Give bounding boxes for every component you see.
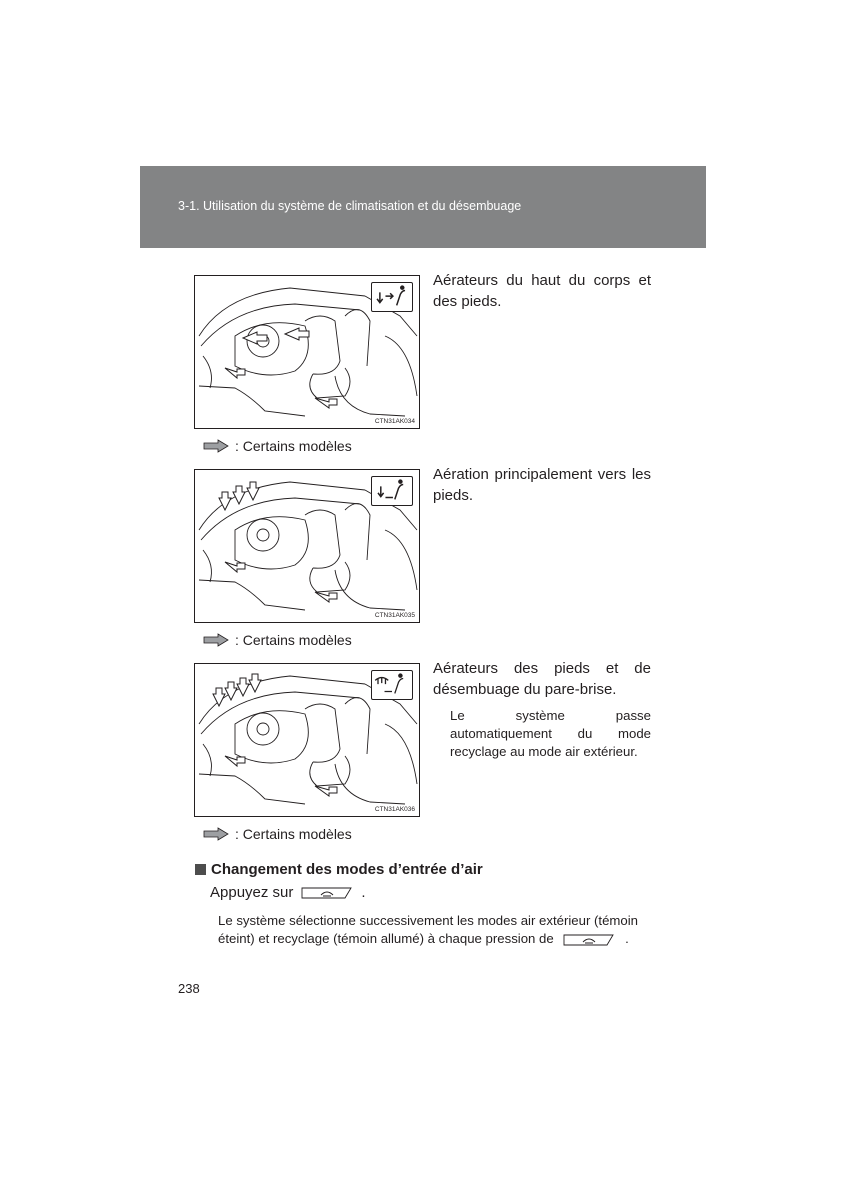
press-prefix: Appuyez sur <box>210 884 294 901</box>
press-suffix: . <box>361 884 366 901</box>
right-arrow-icon <box>203 827 229 841</box>
press-instruction <box>210 884 366 901</box>
car-interior-figure-1 <box>194 275 420 429</box>
paragraph-end: . <box>625 931 629 946</box>
car-interior-figure-3 <box>194 663 420 817</box>
air-intake-paragraph <box>218 912 652 948</box>
recirculation-button-icon <box>563 933 615 947</box>
note-text: : Certains modèles <box>235 826 352 842</box>
note-line-1 <box>203 438 352 454</box>
note-text: : Certains modèles <box>235 438 352 454</box>
figure-code: CTN31AK034 <box>374 418 415 425</box>
paragraph-text: Le système sélectionne successivement les modes air extérieur (témoin éteint) et recyclage (témoin allumé) à chaque pression de <box>218 913 638 946</box>
note-line-2 <box>203 632 352 648</box>
mode-description-1: Aérateurs du haut du corps et des pieds. <box>433 272 651 310</box>
mode-description-2: Aération principalement vers les pieds. <box>433 466 651 504</box>
recirculation-button-icon <box>301 886 353 900</box>
car-interior-figure-2 <box>194 469 420 623</box>
section-heading <box>195 861 483 878</box>
upper-body-and-feet-vent-icon <box>371 282 413 312</box>
square-bullet-icon <box>195 864 206 875</box>
note-line-3 <box>203 826 352 842</box>
right-arrow-icon <box>203 633 229 647</box>
feet-and-windshield-defog-icon <box>371 670 413 700</box>
figure-code: CTN31AK036 <box>374 806 415 813</box>
chapter-title: 3-1. Utilisation du système de climatisation et du désembuage <box>178 199 522 213</box>
page-number: 238 <box>178 981 200 996</box>
feet-vent-icon <box>371 476 413 506</box>
section-heading-text: Changement des modes d’entrée d’air <box>211 861 483 878</box>
figure-code: CTN31AK035 <box>374 612 415 619</box>
right-arrow-icon <box>203 439 229 453</box>
chapter-header-band <box>140 166 706 248</box>
mode-description-3: Aérateurs des pieds et de désembuage du pare-brise. <box>433 660 651 698</box>
note-text: : Certains modèles <box>235 632 352 648</box>
mode-subdescription-3: Le système passe automatiquement du mode recyclage au mode air extérieur. <box>450 708 651 759</box>
